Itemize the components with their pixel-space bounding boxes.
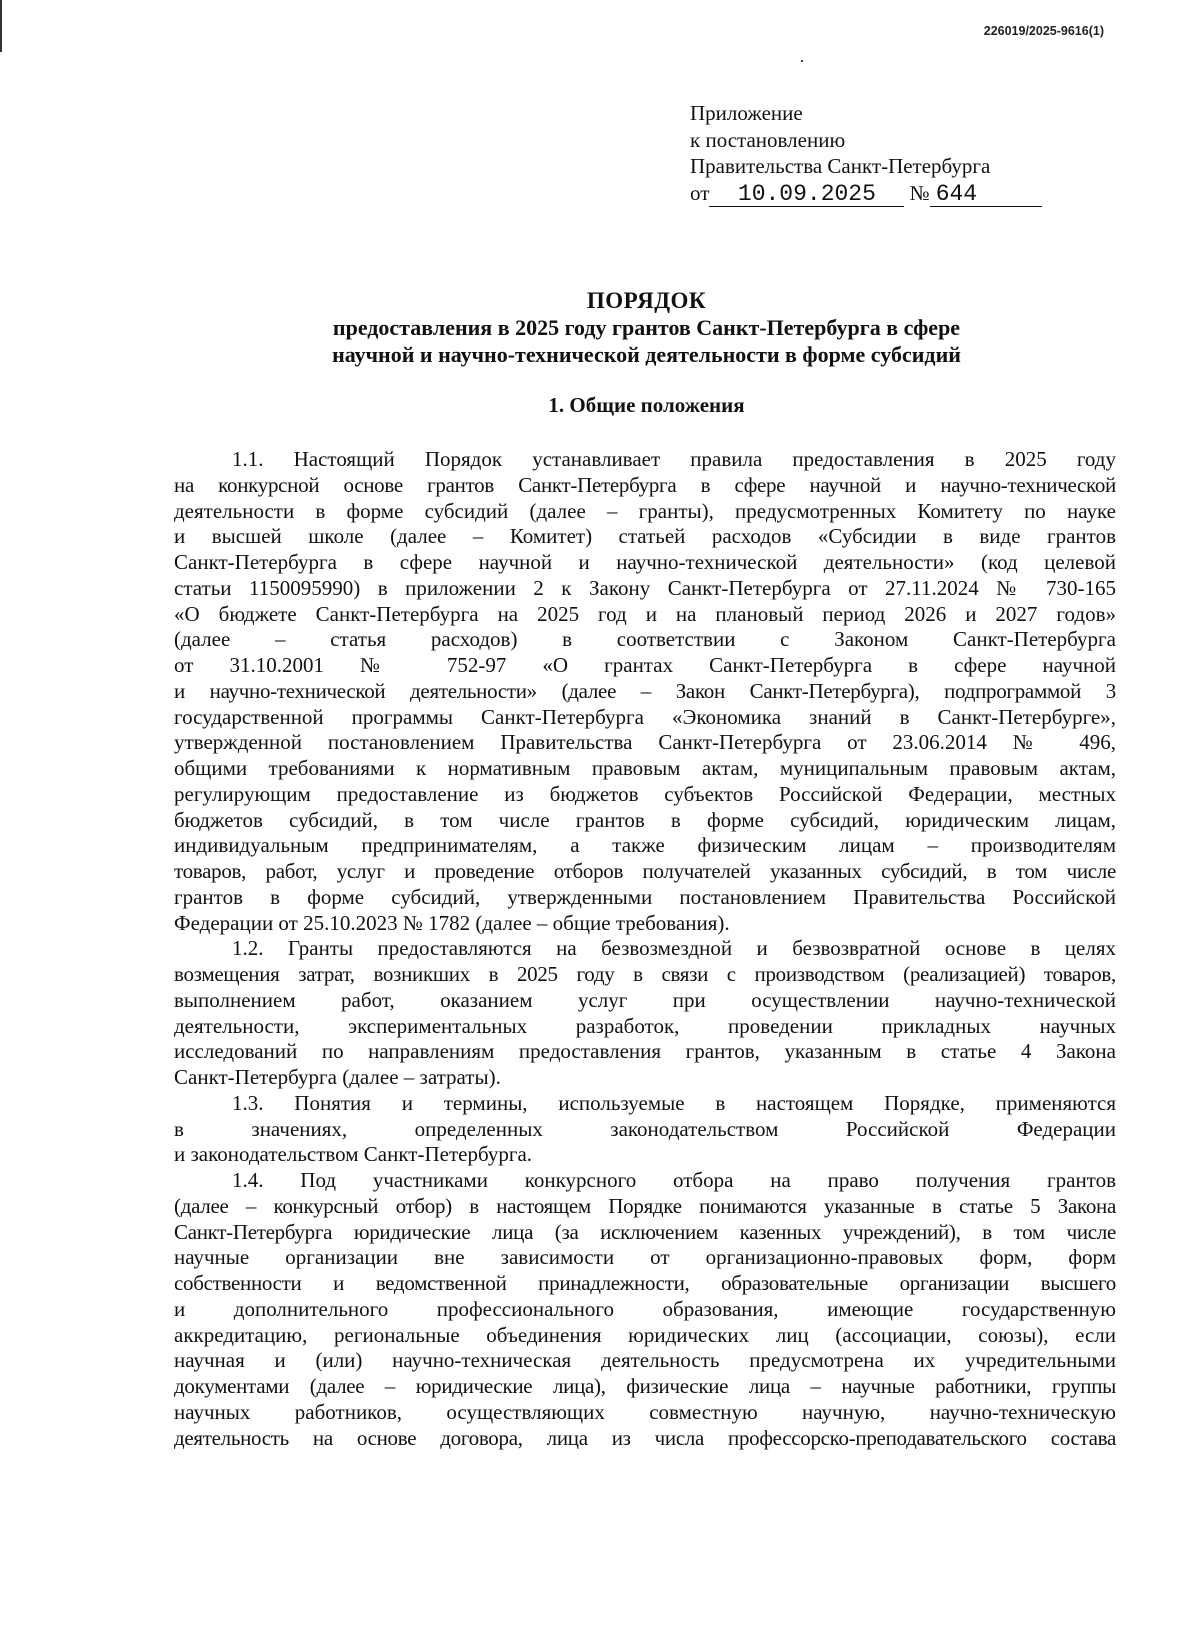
text-line: товаров, работ, услуг и проведение отборов получателей указанных субсидий, в том числе [174,859,1116,883]
text-line: грантов в форме субсидий, утвержденными постановлением Правительства Российской [174,884,1116,909]
title-line-2: предоставления в 2025 году грантов Санкт-Петербурга в сфере [332,315,961,340]
text-line: деятельность на основе договора, лица из числа профессорско-преподавательского состава [174,1425,1116,1450]
text-line: и законодательством Санкт-Петербурга. [174,1142,533,1167]
text-line: Санкт-Петербурга (далее – затраты). [174,1065,501,1089]
title-line-1: ПОРЯДОК [586,288,707,313]
text-line: Санкт-Петербурга юридические лица (за исключением казенных учреждений), в том числе [174,1219,1116,1244]
title-line-3: научной и научно-технической деятельности в форме субсидий [332,342,961,367]
text-line: документами (далее – юридические лица), физические лица – научные работники, группы [174,1374,1116,1398]
text-line: собственности и ведомственной принадлежности, образовательные организации высшего [174,1271,1116,1295]
text-line: общими требованиями к нормативным правовым актам, муниципальным правовым актам, [174,756,1116,780]
number-label: № [909,180,930,205]
text-line: и дополнительного профессионального образования, имеющие государственную [174,1296,1116,1321]
text-line: (далее – конкурсный отбор) в настоящем Порядке понимаются указанные в статье 5 Закона [174,1193,1116,1218]
appendix-line-1: Приложение [690,101,803,125]
document-body [174,447,1116,1451]
text-line: бюджетов субсидий, в том числе грантов в форме субсидий, юридическим лицам, [174,807,1116,832]
text-line: (далее – статья расходов) в соответствии с Законом Санкт-Петербурга [174,627,1116,652]
text-line: «О бюджете Санкт-Петербурга на 2025 год и на плановый период 2026 и 2027 годов» [174,601,1116,626]
text-line: 1.2. Гранты предоставляются на безвозмездной и безвозвратной основе в целях [232,936,1116,961]
text-line: и научно-технической деятельности» (далее – Закон Санкт-Петербурга), подпрограммой 3 [174,678,1116,703]
text-line: выполнением работ, оказанием услуг при осуществлении научно-технической [174,987,1116,1012]
text-line: утвержденной постановлением Правительства Санкт-Петербурга от 23.06.2014 № 496, [174,730,1116,755]
text-line: возмещения затрат, возникших в 2025 году в связи с производством (реализацией) товаров, [174,962,1116,986]
document-title [0,287,1200,368]
text-line: Санкт-Петербурга в сфере научной и научно-технической деятельности» (код целевой [174,550,1116,574]
text-line: 1.4. Под участниками конкурсного отбора на право получения грантов [232,1168,1116,1192]
text-line: от 31.10.2001 № 752-97 «О грантах Санкт-Петербурга в сфере научной [174,653,1116,677]
section-heading: 1. Общие положения [548,393,745,417]
from-label: от [690,180,710,205]
appendix-date-line [690,180,1042,207]
document-registration-number: 226019/2025-9616(1) [983,24,1104,38]
text-line: регулирующим предоставление из бюджетов субъектов Российской Федерации, местных [174,781,1116,806]
appendix-line-3: Правительства Санкт-Петербурга [690,154,991,178]
text-line: и высшей школе (далее – Комитет) статьей расходов «Субсидии в виде грантов [174,524,1116,549]
decree-number: 644 [930,182,1042,207]
text-line: в значениях, определенных законодательством Российской Федерации [174,1116,1116,1141]
appendix-block [690,100,1042,207]
text-line: научные организации вне зависимости от организационно-правовых форм, форм [174,1245,1116,1270]
text-line: исследований по направлениям предоставления грантов, указанным в статье 4 Закона [174,1039,1116,1064]
appendix-line-2: к постановлению [690,127,846,152]
text-line: статьи 1150095990) в приложении 2 к Закону Санкт-Петербурга от 27.11.2024 № 730-165 [174,575,1116,600]
text-line: Федерации от 25.10.2023 № 1782 (далее – общие требования). [174,910,730,935]
decree-date: 10.09.2025 [709,182,904,207]
text-line: на конкурсной основе грантов Санкт-Петербурга в сфере научной и научно-технической [174,472,1116,497]
scan-edge-mark [0,0,2,52]
text-line: 1.1. Настоящий Порядок устанавливает правила предоставления в 2025 году [232,447,1116,471]
text-line: индивидуальным предпринимателям, а также физическим лицам – производителям [174,833,1116,858]
text-line: государственной программы Санкт-Петербурга «Экономика знаний в Санкт-Петербурге», [174,704,1116,729]
text-line: деятельности в форме субсидий (далее – гранты), предусмотренных Комитету по науке [174,498,1116,523]
text-line: 1.3. Понятия и термины, используемые в настоящем Порядке, применяются [232,1090,1116,1115]
text-line: деятельности, экспериментальных разработок, проведении прикладных научных [174,1013,1116,1038]
text-line: научная и (или) научно-техническая деятельность предусмотрена их учредительными [174,1348,1116,1373]
text-line: аккредитацию, региональные объединения юридических лиц (ассоциации, союзы), если [174,1322,1116,1347]
text-line: научных работников, осуществляющих совместную научную, научно-техническую [174,1399,1116,1424]
scan-speck [801,60,803,62]
